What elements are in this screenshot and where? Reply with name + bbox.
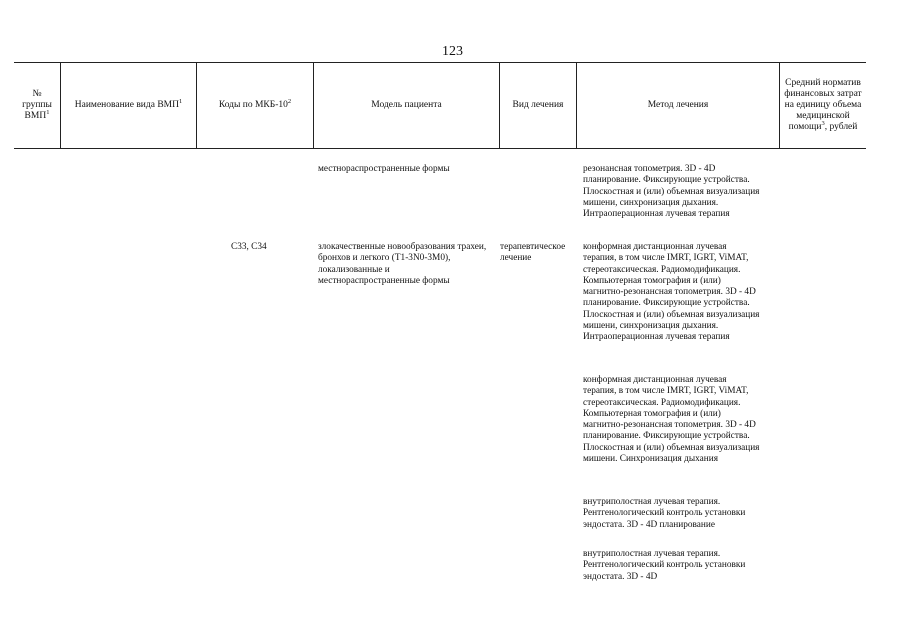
row2-treatment-method-2: конформная дистанционная лучевая терапия, в том числе IMRT, IGRT, ViMAT, стереотаксическая. Радиомодификация. Компьютерная томография и (или) магнитно-резонансная топометрия. 3D - 4D планирование. Фиксирующие устройства. Плоскостная и (или) объемная визуализация мишени. Синхронизация дыхания — [583, 375, 760, 465]
row2-patient-model: злокачественные новообразования трахеи, бронхов и легкого (T1-3N0-3M0), локализованные и местнораспространенные формы — [318, 242, 487, 286]
header-treatment-type-text: Вид лечения — [512, 99, 564, 110]
header-group-number — [14, 62, 60, 148]
row2-icd-codes: С33, С34 — [231, 242, 267, 252]
header-average-cost-text: Средний норматив финансовых затрат на единицу объема медицинской помощи — [784, 77, 862, 132]
header-icd-codes-text: Коды по МКБ-10 — [218, 99, 288, 110]
header-patient-model-text: Модель пациента — [371, 99, 442, 110]
header-patient-model — [314, 62, 499, 148]
header-vmp-name — [61, 62, 196, 148]
row2-treatment-type: терапевтическое лечение — [500, 242, 566, 264]
header-treatment-method — [577, 62, 779, 148]
row1-treatment-method: резонансная топометрия. 3D - 4D планирование. Фиксирующие устройства. Плоскостная и (или) объемная визуализация мишени, синхронизация дыхания. Интраоперационная лучевая терапия — [583, 164, 760, 220]
header-average-cost-unit: , рублей — [824, 121, 858, 132]
header-average-cost — [780, 62, 866, 148]
header-group-number-text: № группы ВМП — [22, 88, 52, 121]
header-bottom-border — [14, 148, 866, 149]
row2-treatment-method-4: внутриполостная лучевая терапия. Рентгенологический контроль установки эндостата. 3D - 4D — [583, 549, 746, 582]
footnote-mark: 2 — [287, 97, 292, 105]
page-number: 123 — [442, 44, 463, 59]
header-treatment-type — [500, 62, 576, 148]
header-icd-codes — [197, 62, 313, 148]
footnote-mark: 1 — [178, 97, 183, 105]
row2-treatment-method-1: конформная дистанционная лучевая терапия, в том числе IMRT, IGRT, ViMAT, стереотаксическая. Радиомодификация. Компьютерная томография и (или) магнитно-резонансная топометрия. 3D - 4D планирование. Фиксирующие устройства. Плоскостная и (или) объемная визуализация мишени, синхронизация дыхания. Интраоперационная лучевая терапия — [583, 242, 760, 343]
row2-treatment-method-3: внутриполостная лучевая терапия. Рентгенологический контроль установки эндостата. 3D - 4D планирование — [583, 497, 746, 530]
footnote-mark: 1 — [46, 108, 50, 116]
row1-patient-model: местнораспространенные формы — [318, 164, 450, 174]
footnote-mark: 3 — [821, 119, 825, 127]
header-vmp-name-text: Наименование вида ВМП — [74, 99, 179, 110]
header-treatment-method-text: Метод лечения — [647, 99, 709, 110]
